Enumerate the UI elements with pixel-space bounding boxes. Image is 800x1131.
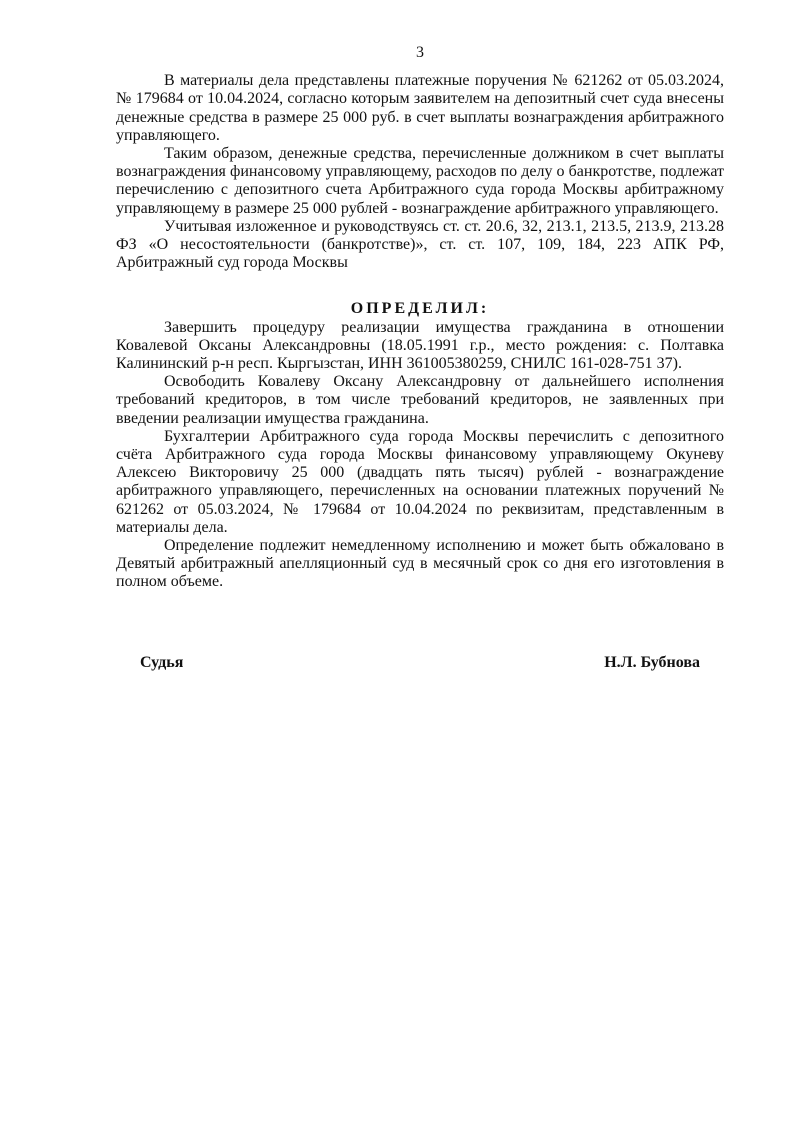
document-page <box>116 44 724 592</box>
judge-name: Н.Л. Бубнова <box>604 654 700 671</box>
signature-block <box>140 654 700 672</box>
ruling-release-obligations: Освободить Ковалеву Оксану Александровну от дальнейшего исполнения требований кредиторов, в том числе требований кредиторов, не заявленных при введении реализации имущества гражданина. <box>116 373 724 427</box>
paragraph-payment-orders: В материалы дела представлены платежные поручения № 621262 от 05.03.2024, № 179684 от 10.04.2024, согласно которым заявителем на депозитный счет суда внесены денежные средства в размере 25 000 руб. в счет выплаты вознаграждения арбитражного управляющего. <box>116 72 724 144</box>
page-number: 3 <box>416 44 424 61</box>
paragraph-legal-basis: Учитывая изложенное и руководствуясь ст. ст. 20.6, 32, 213.1, 213.5, 213.9, 213.28 ФЗ «О несостоятельности (банкротстве)», ст. ст. 107, 109, 184, 223 АПК РФ, Арбитражный суд города Москвы <box>116 217 724 272</box>
paragraph-funds-transfer: Таким образом, денежные средства, перечисленные должником в счет выплаты вознаграждения финансовому управляющему, расходов по делу о банкротстве, подлежат перечислению с депозитного счета Арбитражного суда города Москвы арбитражному управляющему в размере 25 000 рублей - вознаграждение арбитражного управляющего. <box>116 145 724 217</box>
ruling-heading: ОПРЕДЕЛИЛ: <box>350 300 490 318</box>
ruling-accounting-transfer: Бухгалтерии Арбитражного суда города Москвы перечислить с депозитного счёта Арбитражного суда города Москвы финансовому управляющему Окуневу Алексею Викторовичу 25 000 (двадцать пять тысяч) рублей - вознаграждение арбитражного управляющего, перечисленных на основании платежных поручений № 621262 от 05.03.2024, № 179684 от 10.04.2024 по реквизитам, представленным в материалы дела. <box>116 427 724 536</box>
judge-title: Судья <box>140 654 184 671</box>
ruling-complete-procedure: Завершить процедуру реализации имущества гражданина в отношении Ковалевой Оксаны Александровны (18.05.1991 г.р., место рождения: с. Полтавка Калининский р-н респ. Кыргызстан, ИНН 361005380259, СНИЛС 161-028-751 37). <box>116 318 724 373</box>
ruling-appeal-notice: Определение подлежит немедленному исполнению и может быть обжаловано в Девятый арбитражный апелляционный суд в месячный срок со дня его изготовления в полном объеме. <box>116 537 724 591</box>
